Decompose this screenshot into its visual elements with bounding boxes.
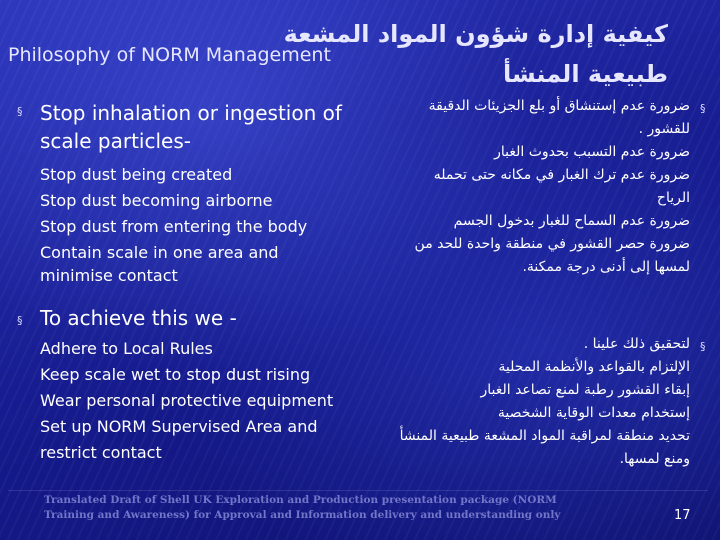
section1-item: Contain scale in one area and <box>40 243 279 262</box>
section2-item: restrict contact <box>40 443 162 462</box>
footer-divider <box>8 490 708 491</box>
bullet-icon: § <box>17 105 23 118</box>
section2-item: Set up NORM Supervised Area and <box>40 417 318 436</box>
arabic-line: ضرورة عدم إستنشاق أو بلع الجزيئات الدقيقة <box>428 98 690 114</box>
title-english: Philosophy of NORM Management <box>8 44 331 66</box>
section2-item: Wear personal protective equipment <box>40 391 334 410</box>
section1-item: Stop dust from entering the body <box>40 217 308 236</box>
arabic-line: ضرورة حصر القشور في منطقة واحدة للحد من <box>414 236 690 252</box>
title-arabic-line1: كيفية إدارة شؤون المواد المشعة <box>283 20 668 48</box>
arabic-line: إستخدام معدات الوقاية الشخصية <box>497 405 690 421</box>
footer-note-line1: Translated Draft of Shell UK Exploration and Production presentation package (NORM <box>44 494 557 506</box>
section1-arabic <box>415 95 690 279</box>
footer-note <box>44 493 561 523</box>
section1-item: minimise contact <box>40 266 178 285</box>
section1-heading-line1: Stop inhalation or ingestion of <box>40 101 342 125</box>
arabic-line: ضرورة عدم السماح للغبار بدخول الجسم <box>453 213 690 229</box>
page-number: 17 <box>674 508 691 523</box>
section1-item: Stop dust being created <box>40 165 233 184</box>
section1-heading <box>40 99 342 155</box>
section2-heading: To achieve this we - <box>40 306 237 330</box>
bullet-icon: § <box>700 340 706 353</box>
footer-note-line2: Training and Awareness) for Approval and Information delivery and understanding only <box>44 509 561 521</box>
arabic-line: إبقاء القشور رطبة لمنع تصاعد الغبار <box>480 382 690 398</box>
arabic-line: ضرورة عدم التسبب بحدوث الغبار <box>494 144 690 160</box>
arabic-line: تحديد منطقة لمراقبة المواد المشعة طبيعية المنشأ <box>399 428 690 444</box>
section2-item: Keep scale wet to stop dust rising <box>40 365 311 384</box>
section1-item: Stop dust becoming airborne <box>40 191 273 210</box>
title-arabic-line2: طبيعية المنشأ <box>502 60 668 88</box>
section2-item: Adhere to Local Rules <box>40 339 213 358</box>
bullet-icon: § <box>17 314 23 327</box>
section1-list <box>40 162 307 286</box>
arabic-line: لتحقيق ذلك علينا . <box>583 336 690 352</box>
arabic-line: الرياح <box>656 190 690 206</box>
arabic-line: للقشور . <box>638 121 690 137</box>
arabic-line: ضرورة عدم ترك الغبار في مكانه حتى تحمله <box>433 167 690 183</box>
bullet-icon: § <box>700 102 706 115</box>
section1-heading-line2: scale particles- <box>40 129 191 153</box>
section2-arabic <box>400 333 690 471</box>
arabic-line: ومنع لمسها. <box>619 451 690 467</box>
section2-list <box>40 336 333 466</box>
arabic-line: لمسها إلى أدنى درجة ممكنة. <box>522 259 690 275</box>
arabic-line: الإلتزام بالقواعد والأنظمة المحلية <box>498 359 690 375</box>
